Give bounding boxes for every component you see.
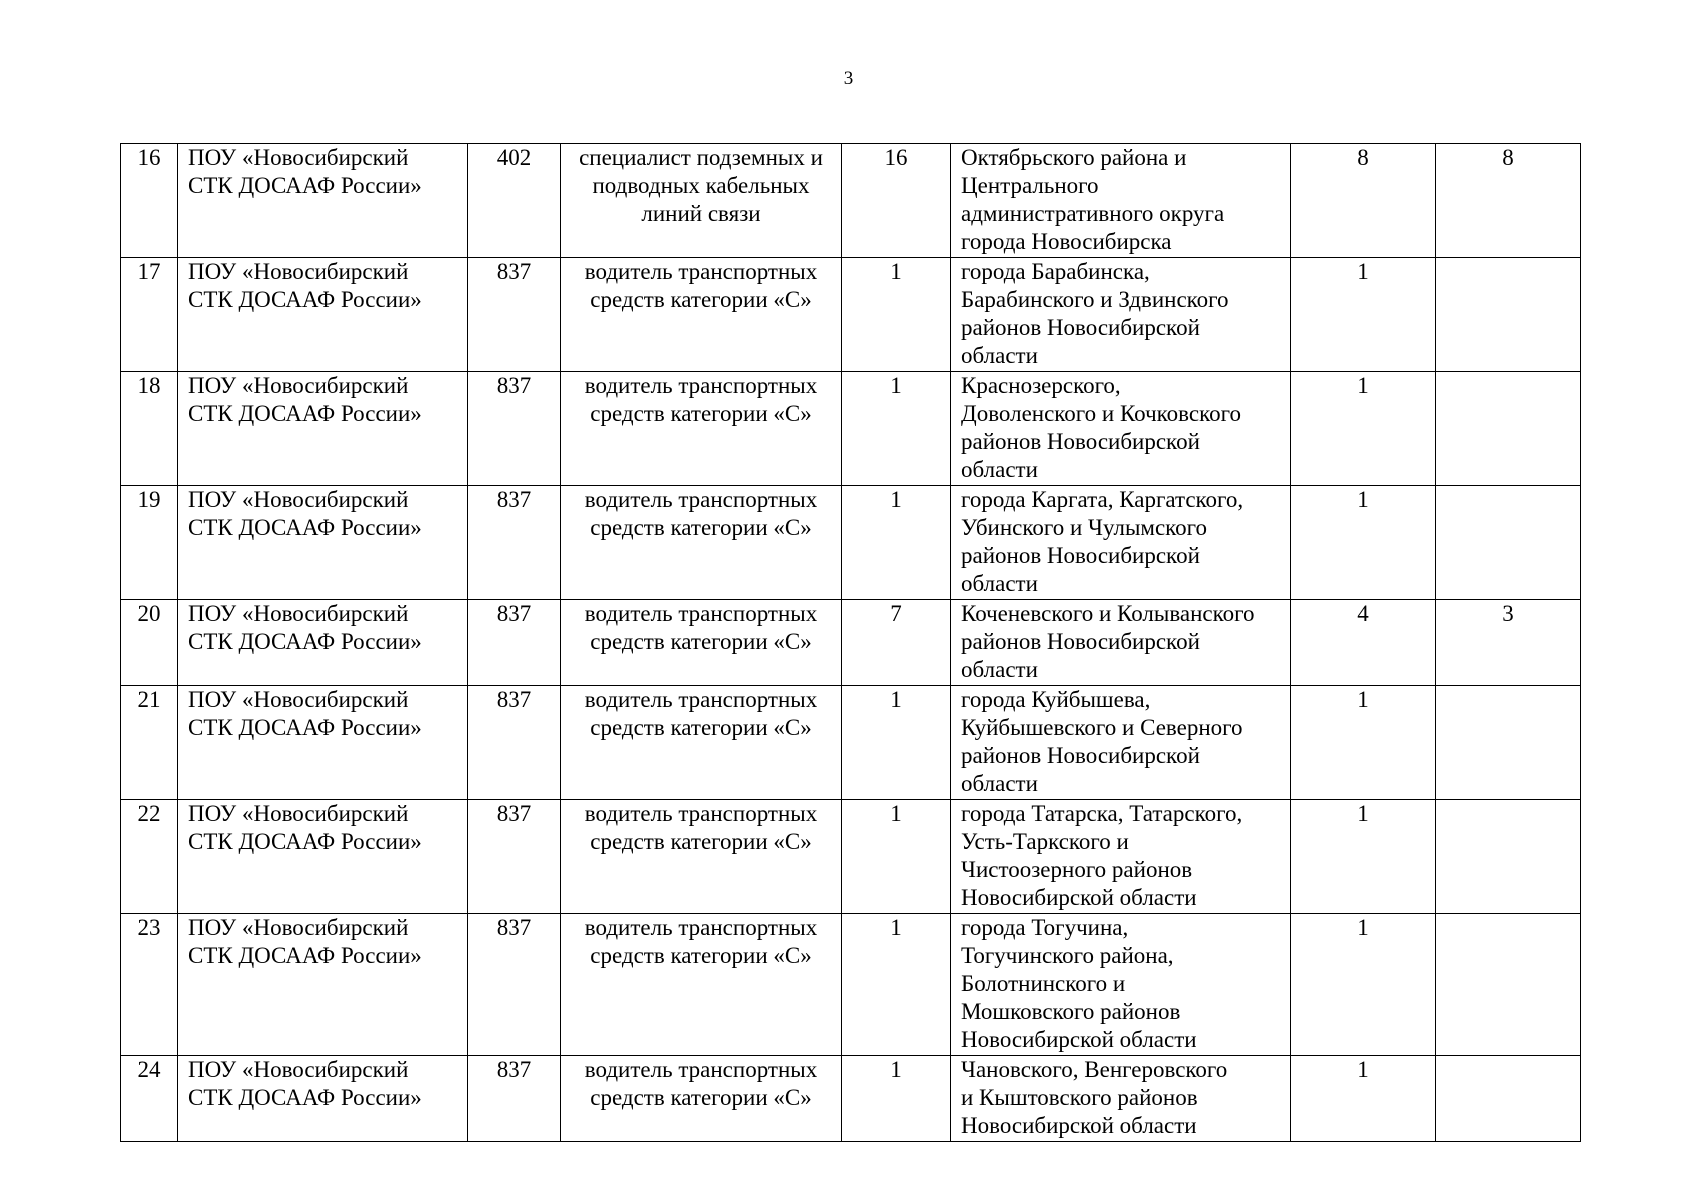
area-line: Убинского и Чулымского — [961, 515, 1208, 540]
organization-line: ПОУ «Новосибирский — [188, 145, 409, 170]
area-cell — [951, 600, 1291, 686]
area-line: Новосибирской области — [961, 1027, 1197, 1052]
area-line: районов Новосибирской — [961, 429, 1200, 454]
organization-line: СТК ДОСААФ России» — [188, 287, 422, 312]
table-row — [121, 258, 1581, 372]
organization-line: СТК ДОСААФ России» — [188, 829, 422, 854]
table-row — [121, 914, 1581, 1056]
specialty-line: средств категории «С» — [590, 287, 812, 312]
area-line: Новосибирской области — [961, 885, 1197, 910]
organization-cell — [178, 372, 468, 486]
organization-line: ПОУ «Новосибирский — [188, 601, 409, 626]
area-line: и Кыштовского районов — [961, 1085, 1198, 1110]
organization-line: СТК ДОСААФ России» — [188, 173, 422, 198]
area-cell — [951, 914, 1291, 1056]
count-column-a-cell: 1 — [1291, 486, 1436, 600]
area-line: области — [961, 571, 1038, 596]
specialty-line: средств категории «С» — [590, 715, 812, 740]
area-line: Октябрьского района и — [961, 145, 1187, 170]
organization-cell — [178, 686, 468, 800]
total-count-cell: 1 — [842, 372, 951, 486]
area-line: города Тогучина, — [961, 915, 1129, 940]
total-count-cell: 16 — [842, 144, 951, 258]
area-line: районов Новосибирской — [961, 543, 1200, 568]
table-row — [121, 144, 1581, 258]
organization-line: ПОУ «Новосибирский — [188, 915, 409, 940]
specialty-code-cell: 837 — [468, 258, 561, 372]
organization-cell — [178, 144, 468, 258]
area-cell — [951, 486, 1291, 600]
specialty-line: водитель транспортных — [584, 373, 818, 398]
area-line: Центрального — [961, 173, 1099, 198]
area-line: Краснозерского, — [961, 373, 1121, 398]
area-line: Коченевского и Колыванского — [961, 601, 1255, 626]
total-count-cell: 1 — [842, 686, 951, 800]
area-line: города Новосибирска — [961, 229, 1172, 254]
area-line: Куйбышевского и Северного — [961, 715, 1243, 740]
organization-line: СТК ДОСААФ России» — [188, 1085, 422, 1110]
area-line: города Каргата, Каргатского, — [961, 487, 1244, 512]
count-column-b-cell: 3 — [1436, 600, 1581, 686]
row-number-cell: 23 — [121, 914, 178, 1056]
count-column-a-cell: 1 — [1291, 1056, 1436, 1142]
area-line: города Барабинска, — [961, 259, 1150, 284]
organization-line: ПОУ «Новосибирский — [188, 687, 409, 712]
area-line: области — [961, 343, 1038, 368]
specialty-line: средств категории «С» — [590, 629, 812, 654]
organization-line: СТК ДОСААФ России» — [188, 715, 422, 740]
area-cell — [951, 800, 1291, 914]
allocation-table — [120, 143, 1581, 1142]
organization-cell — [178, 600, 468, 686]
organization-line: ПОУ «Новосибирский — [188, 373, 409, 398]
count-column-b-cell — [1436, 800, 1581, 914]
row-number-cell: 24 — [121, 1056, 178, 1142]
organization-cell — [178, 486, 468, 600]
organization-cell — [178, 914, 468, 1056]
area-line: Мошковского районов — [961, 999, 1181, 1024]
specialty-line: средств категории «С» — [590, 401, 812, 426]
specialty-line: водитель транспортных — [584, 915, 818, 940]
table-row — [121, 686, 1581, 800]
specialty-code-cell: 402 — [468, 144, 561, 258]
count-column-b-cell — [1436, 486, 1581, 600]
specialty-cell — [561, 686, 842, 800]
count-column-b-cell — [1436, 258, 1581, 372]
row-number-cell: 19 — [121, 486, 178, 600]
organization-line: СТК ДОСААФ России» — [188, 401, 422, 426]
specialty-line: водитель транспортных — [584, 259, 818, 284]
count-column-b-cell — [1436, 1056, 1581, 1142]
total-count-cell: 1 — [842, 1056, 951, 1142]
area-line: области — [961, 457, 1038, 482]
area-line: районов Новосибирской — [961, 743, 1200, 768]
count-column-a-cell: 1 — [1291, 372, 1436, 486]
area-line: города Татарска, Татарского, — [961, 801, 1243, 826]
area-line: Доволенского и Кочковского — [961, 401, 1241, 426]
row-number-cell: 21 — [121, 686, 178, 800]
total-count-cell: 1 — [842, 800, 951, 914]
organization-line: ПОУ «Новосибирский — [188, 801, 409, 826]
specialty-cell — [561, 486, 842, 600]
specialty-line: линий связи — [641, 201, 761, 226]
count-column-a-cell: 1 — [1291, 686, 1436, 800]
specialty-line: средств категории «С» — [590, 829, 812, 854]
table-row — [121, 486, 1581, 600]
area-line: Барабинского и Здвинского — [961, 287, 1229, 312]
organization-cell — [178, 258, 468, 372]
specialty-line: водитель транспортных — [584, 801, 818, 826]
organization-line: СТК ДОСААФ России» — [188, 515, 422, 540]
table-row — [121, 800, 1581, 914]
specialty-code-cell: 837 — [468, 914, 561, 1056]
organization-line: СТК ДОСААФ России» — [188, 629, 422, 654]
area-line: административного округа — [961, 201, 1225, 226]
specialty-code-cell: 837 — [468, 372, 561, 486]
area-line: Чановского, Венгеровского — [961, 1057, 1228, 1082]
organization-line: ПОУ «Новосибирский — [188, 487, 409, 512]
organization-cell — [178, 1056, 468, 1142]
row-number-cell: 18 — [121, 372, 178, 486]
count-column-a-cell: 8 — [1291, 144, 1436, 258]
specialty-code-cell: 837 — [468, 800, 561, 914]
row-number-cell: 16 — [121, 144, 178, 258]
row-number-cell: 17 — [121, 258, 178, 372]
count-column-b-cell — [1436, 372, 1581, 486]
specialty-cell — [561, 258, 842, 372]
area-line: области — [961, 771, 1038, 796]
organization-line: СТК ДОСААФ России» — [188, 943, 422, 968]
specialty-cell — [561, 800, 842, 914]
specialty-cell — [561, 1056, 842, 1142]
organization-line: ПОУ «Новосибирский — [188, 259, 409, 284]
area-cell — [951, 144, 1291, 258]
total-count-cell: 1 — [842, 486, 951, 600]
specialty-line: специалист подземных и — [579, 145, 823, 170]
page-number: 3 — [843, 68, 854, 89]
specialty-line: подводных кабельных — [592, 173, 810, 198]
specialty-code-cell: 837 — [468, 686, 561, 800]
specialty-line: водитель транспортных — [584, 687, 818, 712]
area-line: Болотнинского и — [961, 971, 1126, 996]
table-row — [121, 372, 1581, 486]
specialty-line: водитель транспортных — [584, 601, 818, 626]
area-line: области — [961, 657, 1038, 682]
area-line: районов Новосибирской — [961, 315, 1200, 340]
area-line: города Куйбышева, — [961, 687, 1151, 712]
area-cell — [951, 372, 1291, 486]
total-count-cell: 1 — [842, 914, 951, 1056]
count-column-b-cell: 8 — [1436, 144, 1581, 258]
count-column-a-cell: 4 — [1291, 600, 1436, 686]
specialty-code-cell: 837 — [468, 486, 561, 600]
specialty-code-cell: 837 — [468, 1056, 561, 1142]
area-line: Новосибирской области — [961, 1113, 1197, 1138]
count-column-b-cell — [1436, 686, 1581, 800]
organization-cell — [178, 800, 468, 914]
table-row — [121, 1056, 1581, 1142]
specialty-line: средств категории «С» — [590, 1085, 812, 1110]
specialty-cell — [561, 372, 842, 486]
specialty-line: средств категории «С» — [590, 943, 812, 968]
specialty-cell — [561, 600, 842, 686]
area-line: Тогучинского района, — [961, 943, 1174, 968]
area-cell — [951, 686, 1291, 800]
specialty-code-cell: 837 — [468, 600, 561, 686]
specialty-line: водитель транспортных — [584, 1057, 818, 1082]
area-line: Усть-Таркского и — [961, 829, 1129, 854]
row-number-cell: 22 — [121, 800, 178, 914]
count-column-a-cell: 1 — [1291, 258, 1436, 372]
count-column-a-cell: 1 — [1291, 914, 1436, 1056]
area-cell — [951, 1056, 1291, 1142]
area-cell — [951, 258, 1291, 372]
specialty-cell — [561, 914, 842, 1056]
table-row — [121, 600, 1581, 686]
organization-line: ПОУ «Новосибирский — [188, 1057, 409, 1082]
specialty-line: водитель транспортных — [584, 487, 818, 512]
count-column-a-cell: 1 — [1291, 800, 1436, 914]
total-count-cell: 1 — [842, 258, 951, 372]
count-column-b-cell — [1436, 914, 1581, 1056]
table-body — [121, 144, 1581, 1142]
area-line: Чистоозерного районов — [961, 857, 1193, 882]
row-number-cell: 20 — [121, 600, 178, 686]
area-line: районов Новосибирской — [961, 629, 1200, 654]
total-count-cell: 7 — [842, 600, 951, 686]
specialty-line: средств категории «С» — [590, 515, 812, 540]
specialty-cell — [561, 144, 842, 258]
